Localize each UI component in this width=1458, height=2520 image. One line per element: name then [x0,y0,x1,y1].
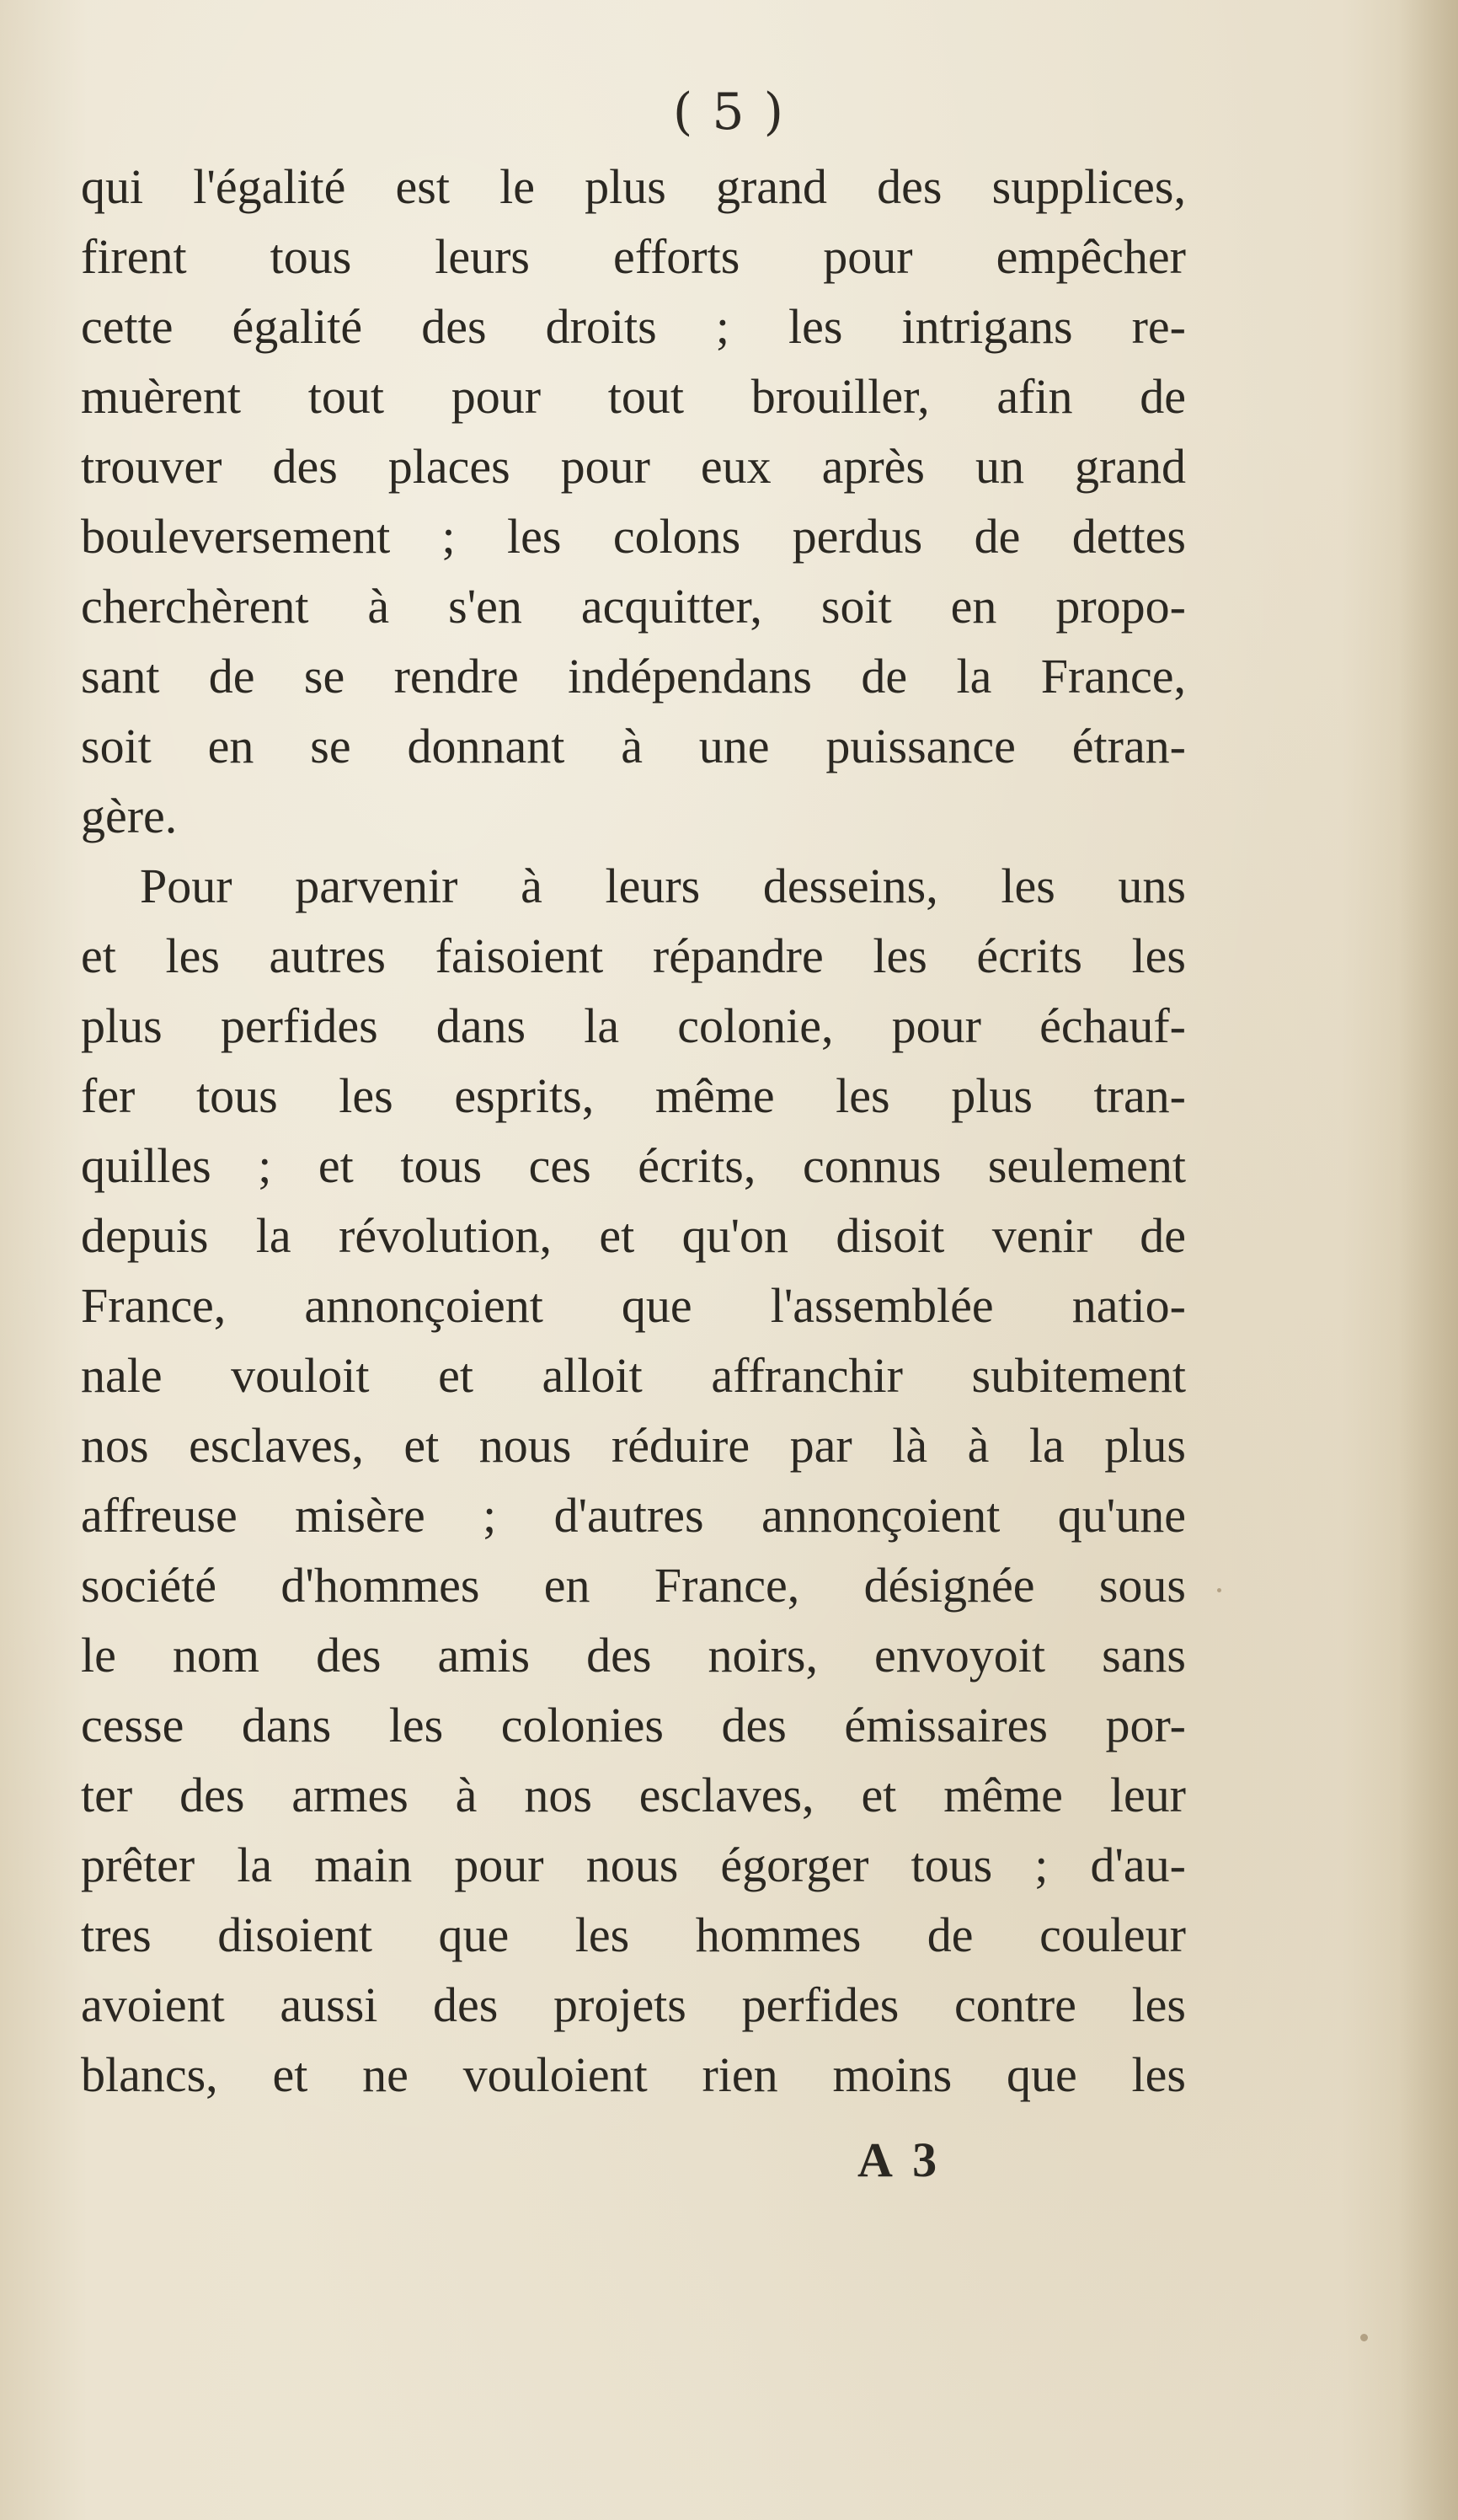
text-line: quilles ; et tous ces écrits, connus seulement [81,1138,1186,1193]
text-line: sant de se rendre indépendans de la France, [81,649,1186,704]
text-line: nale vouloit et alloit affranchir subitement [81,1348,1186,1403]
text-line: gère. [81,789,178,843]
text-line: bouleversement ; les colons perdus de dettes [81,509,1186,564]
text-line: le nom des amis des noirs, envoyoit sans [81,1628,1186,1683]
text-line: France, annonçoient que l'assemblée natio- [81,1278,1186,1333]
text-line: prêter la main pour nous égorger tous ; d'au- [81,1838,1186,1892]
text-line: cette égalité des droits ; les intrigans re- [81,299,1186,354]
text-line: tres disoient que les hommes de couleur [81,1907,1186,1962]
page-edge-shadow [1399,0,1458,2520]
text-line: avoient aussi des projets perfides contre les [81,1977,1186,2032]
foxing-spot [1217,1588,1221,1592]
text-line: trouver des places pour eux après un grand [81,439,1186,494]
text-line: soit en se donnant à une puissance étran- [81,719,1186,773]
text-line: société d'hommes en France, désignée sous [81,1558,1186,1613]
paragraph-1 [81,152,1186,851]
body-text [81,152,1186,2110]
text-line: depuis la révolution, et qu'on disoit venir de [81,1208,1186,1263]
text-line: et les autres faisoient répandre les écrits les [81,928,1186,983]
signature-mark: A 3 [857,2132,943,2187]
text-line: plus perfides dans la colonie, pour échauf- [81,998,1186,1053]
text-line: cesse dans les colonies des émissaires por- [81,1698,1186,1752]
text-line: Pour parvenir à leurs desseins, les uns [140,859,1186,913]
text-line: affreuse misère ; d'autres annonçoient qu'une [81,1488,1186,1543]
text-line: blancs, et ne vouloient rien moins que les [81,2047,1186,2102]
foxing-spot [1360,2334,1368,2341]
text-line: ter des armes à nos esclaves, et même leur [81,1768,1186,1822]
paragraph-2 [81,851,1186,2110]
text-line: muèrent tout pour tout brouiller, afin de [81,369,1186,424]
text-line: cherchèrent à s'en acquitter, soit en propo- [81,579,1186,634]
text-line: firent tous leurs efforts pour empêcher [81,229,1186,284]
page-number: ( 5 ) [672,83,786,142]
text-line: fer tous les esprits, même les plus tran- [81,1068,1186,1123]
text-line: nos esclaves, et nous réduire par là à la plus [81,1418,1186,1473]
text-line: qui l'égalité est le plus grand des supplices, [81,159,1186,214]
